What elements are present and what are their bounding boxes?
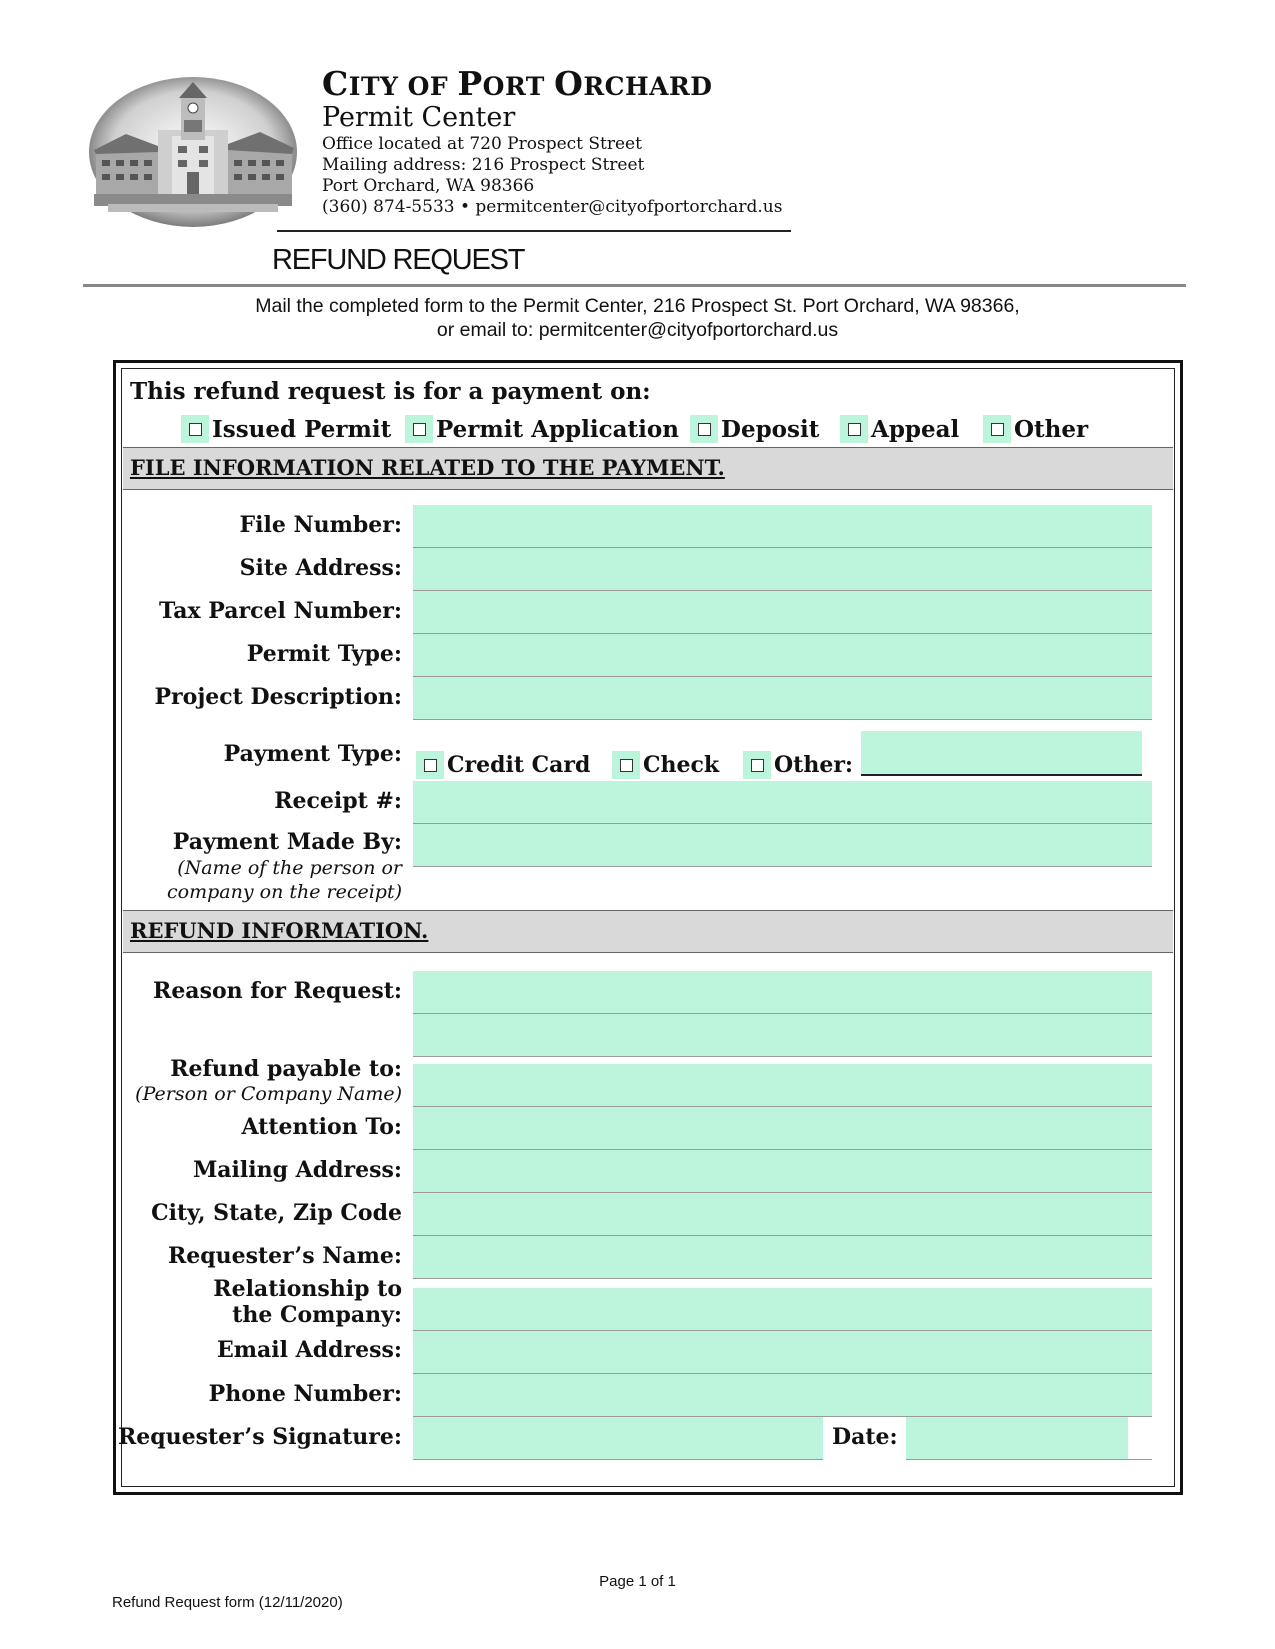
receipt-field[interactable] — [413, 781, 1152, 824]
city-state-zip-field[interactable] — [413, 1193, 1152, 1236]
site-address-field[interactable] — [413, 548, 1152, 591]
option-label: Permit Application — [436, 415, 679, 443]
page-number: Page 1 of 1 — [599, 1573, 676, 1590]
payment-type-check[interactable] — [612, 751, 719, 779]
office-address: Office located at 720 Prospect Street — [322, 134, 642, 154]
payable-to-label: Refund payable to: — [170, 1056, 402, 1082]
payment-made-by-note-2: company on the receipt) — [167, 881, 402, 903]
tax-parcel-label: Tax Parcel Number: — [159, 598, 402, 624]
option-label: Appeal — [871, 415, 960, 443]
date-field[interactable] — [906, 1417, 1128, 1460]
header-divider — [277, 230, 791, 232]
file-info-heading: FILE INFORMATION RELATED TO THE PAYMENT. — [130, 455, 725, 480]
city-hall-logo-icon — [88, 76, 298, 228]
title-divider — [83, 284, 1186, 287]
checkbox-icon[interactable] — [840, 415, 868, 443]
phone-field[interactable] — [413, 1374, 1152, 1417]
phone-label: Phone Number: — [208, 1381, 402, 1407]
instructions-line-2: or email to: permitcenter@cityofportorchard.us — [436, 319, 839, 341]
receipt-label: Receipt #: — [274, 788, 402, 814]
option-label: Other — [1014, 415, 1089, 443]
relationship-label-1: Relationship to — [213, 1276, 402, 1302]
attention-field[interactable] — [413, 1107, 1152, 1150]
file-number-label: File Number: — [239, 512, 402, 538]
option-issued-permit[interactable] — [181, 415, 391, 443]
payment-type-credit-card[interactable] — [416, 751, 590, 779]
payment-for-question: This refund request is for a payment on: — [130, 378, 651, 405]
option-label: Credit Card — [447, 752, 591, 778]
instructions-line-1: Mail the completed form to the Permit Center, 216 Prospect St. Port Orchard, WA 98366, — [255, 295, 1020, 317]
option-label: Check — [643, 752, 720, 778]
tax-parcel-field[interactable] — [413, 591, 1152, 634]
payment-type-other-field[interactable] — [861, 731, 1142, 776]
checkbox-icon[interactable] — [983, 415, 1011, 443]
signature-field[interactable] — [413, 1417, 823, 1460]
payment-type-label: Payment Type: — [223, 741, 402, 767]
relationship-label-2: the Company: — [232, 1302, 402, 1328]
org-title: CITY OF PORT ORCHARD — [322, 64, 713, 103]
form-title: REFUND REQUEST — [272, 244, 525, 276]
checkbox-icon[interactable] — [405, 415, 433, 443]
project-description-label: Project Description: — [154, 684, 402, 710]
payment-made-by-label: Payment Made By: — [172, 829, 402, 855]
permit-type-field[interactable] — [413, 634, 1152, 677]
mailing-address: Mailing address: 216 Prospect Street — [322, 155, 645, 175]
date-underline-tail — [1128, 1459, 1152, 1460]
requester-name-label: Requester’s Name: — [167, 1243, 402, 1269]
checkbox-icon[interactable] — [690, 415, 718, 443]
site-address-label: Site Address: — [239, 555, 402, 581]
mailing-address-field[interactable] — [413, 1150, 1152, 1193]
contact-line: (360) 874-5533 • permitcenter@cityofportorchard.us — [322, 197, 783, 217]
option-label: Other: — [774, 752, 854, 778]
payable-to-field[interactable] — [413, 1064, 1152, 1107]
payment-made-by-field[interactable] — [413, 824, 1152, 867]
payment-made-by-note-1: (Name of the person or — [177, 857, 402, 879]
checkbox-icon[interactable] — [416, 751, 444, 779]
payment-type-other[interactable] — [743, 751, 853, 779]
reason-field-line-2[interactable] — [413, 1014, 1152, 1057]
option-label: Deposit — [721, 415, 820, 443]
signature-label: Requester’s Signature: — [117, 1424, 402, 1450]
file-number-field[interactable] — [413, 505, 1152, 548]
option-label: Issued Permit — [212, 415, 392, 443]
permit-type-label: Permit Type: — [246, 641, 402, 667]
option-appeal[interactable] — [840, 415, 959, 443]
date-label: Date: — [832, 1424, 898, 1450]
option-deposit[interactable] — [690, 415, 819, 443]
reason-field-line-1[interactable] — [413, 971, 1152, 1014]
mailing-address-label: Mailing Address: — [192, 1157, 402, 1183]
requester-name-field[interactable] — [413, 1236, 1152, 1279]
option-permit-application[interactable] — [405, 415, 679, 443]
payment-type-other-underline — [861, 774, 1142, 776]
refund-info-heading: REFUND INFORMATION. — [130, 918, 429, 943]
form-version: Refund Request form (12/11/2020) — [112, 1594, 343, 1611]
payable-to-note: (Person or Company Name) — [135, 1083, 402, 1105]
city-state-zip-label: City, State, Zip Code — [151, 1200, 402, 1226]
project-description-field[interactable] — [413, 677, 1152, 720]
relationship-field[interactable] — [413, 1288, 1152, 1331]
checkbox-icon[interactable] — [612, 751, 640, 779]
checkbox-icon[interactable] — [181, 415, 209, 443]
reason-label: Reason for Request: — [153, 978, 402, 1004]
checkbox-icon[interactable] — [743, 751, 771, 779]
email-label: Email Address: — [217, 1337, 402, 1363]
option-other[interactable] — [983, 415, 1088, 443]
email-field[interactable] — [413, 1331, 1152, 1374]
city-state-zip: Port Orchard, WA 98366 — [322, 176, 535, 196]
org-subtitle: Permit Center — [322, 102, 516, 133]
attention-label: Attention To: — [241, 1114, 402, 1140]
